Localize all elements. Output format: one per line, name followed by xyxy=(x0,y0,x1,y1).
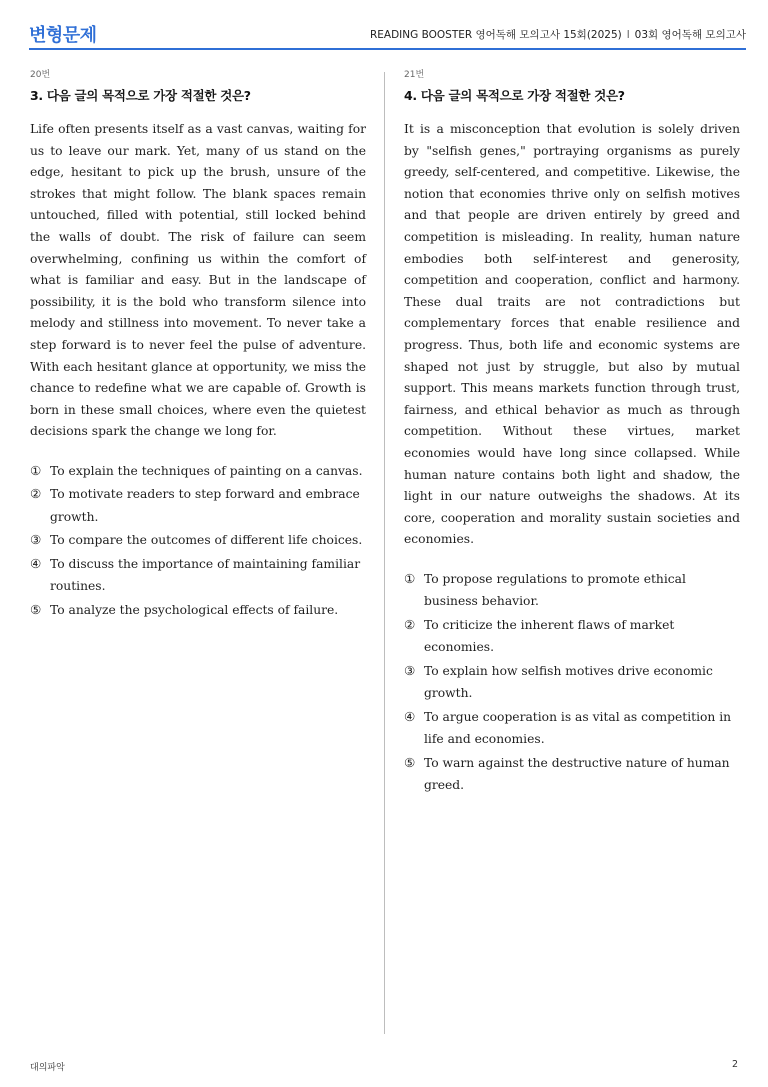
question-passage: It is a misconception that evolution is solely driven by "selfish genes," portraying organisms as purely greedy, self-centered, and competitive. Likewise, the notion that economies thrive only on selfish motives and that people are driven entirely by greed and competition is misleading. In reality, human nature embodies both self-interest and generosity, competition and cooperation, conflict and harmony. These dual traits are not contradictions but complementary forces that enable resilience and progress. Thus, both life and economic systems are shaped not just by struggle, but also by mutual support. This means markets function through trust, fairness, and ethical behavior as much as through competition. Without these virtues, market economies would have long since collapsed. While human nature contains both light and shadow, the light in our nature outweighs the shadows. At its core, cooperation and morality sustain societies and economies. xyxy=(404,122,740,547)
question-right xyxy=(404,70,740,798)
round-title: 03회 영어독해 모의고사 xyxy=(634,29,746,41)
choice-mark: ③ xyxy=(404,662,416,678)
question-number: 21번 xyxy=(404,70,425,80)
answer-choice[interactable] xyxy=(404,706,740,751)
choice-mark: ④ xyxy=(30,555,42,571)
choice-text: To analyze the psychological effects of failure. xyxy=(50,602,339,617)
question-title: 4. 다음 글의 목적으로 가장 적절한 것은? xyxy=(404,88,625,103)
choice-text: To propose regulations to promote ethical business behavior. xyxy=(424,571,686,609)
answer-choice[interactable] xyxy=(404,660,740,705)
question-title: 3. 다음 글의 목적으로 가장 적절한 것은? xyxy=(30,88,251,103)
choice-text: To explain the techniques of painting on a canvas. xyxy=(50,463,363,478)
header-separator: l xyxy=(626,29,630,41)
choice-mark: ③ xyxy=(30,532,42,548)
header-info xyxy=(370,27,746,42)
answer-choice[interactable] xyxy=(404,568,740,613)
brand-title: 변형문제 xyxy=(29,25,97,46)
choice-mark: ② xyxy=(404,616,416,632)
question-left xyxy=(30,70,366,622)
answer-choice[interactable] xyxy=(30,599,366,622)
question-number: 20번 xyxy=(30,70,51,80)
answer-choice[interactable] xyxy=(30,483,366,528)
page-number: 2 xyxy=(731,1059,738,1070)
choice-text: To argue cooperation is as vital as competition in life and economies. xyxy=(424,709,732,747)
choice-mark: ④ xyxy=(404,708,416,724)
choice-mark: ⑤ xyxy=(404,754,416,770)
answer-choice[interactable] xyxy=(30,460,366,483)
question-passage: Life often presents itself as a vast canvas, waiting for us to leave our mark. Yet, many of us stand on the edge, hesitant to pick up the brush, unsure of the strokes that might follow. The blank spaces remain untouched, filled with potential, still locked behind the walls of doubt. The risk of failure can seem overwhelming, confining us within the comfort of what is familiar and easy. But in the landscape of possibility, it is the bold who transform silence into melody and stillness into movement. To never take a step forward is to never feel the pulse of adventure. With each hesitant glance at opportunity, we miss the chance to redefine what we are capable of. Growth is born in these small choices, where even the quietest decisions spark the change we long for. xyxy=(30,122,366,439)
choice-text: To criticize the inherent flaws of market economies. xyxy=(424,617,675,655)
choice-mark: ② xyxy=(30,486,42,502)
choice-text: To motivate readers to step forward and embrace growth. xyxy=(50,487,360,524)
answer-choice[interactable] xyxy=(30,553,366,598)
footer-publisher: 대의파악 xyxy=(30,1063,65,1073)
choice-mark: ① xyxy=(404,570,416,586)
column-divider xyxy=(384,72,385,1034)
series-title: READING BOOSTER 영어독해 모의고사 15회(2025) xyxy=(369,29,622,41)
page-header xyxy=(29,20,746,50)
answer-choices xyxy=(30,460,366,622)
choice-text: To compare the outcomes of different life choices. xyxy=(50,533,363,548)
answer-choice[interactable] xyxy=(404,752,740,797)
choice-text: To discuss the importance of maintaining familiar routines. xyxy=(50,556,361,594)
choice-text: To explain how selfish motives drive economic growth. xyxy=(424,663,713,701)
choice-mark: ⑤ xyxy=(30,601,42,617)
choice-mark: ① xyxy=(30,462,42,478)
choice-text: To warn against the destructive nature of human greed. xyxy=(424,755,730,793)
answer-choices xyxy=(404,568,740,797)
answer-choice[interactable] xyxy=(404,614,740,659)
answer-choice[interactable] xyxy=(30,529,366,552)
